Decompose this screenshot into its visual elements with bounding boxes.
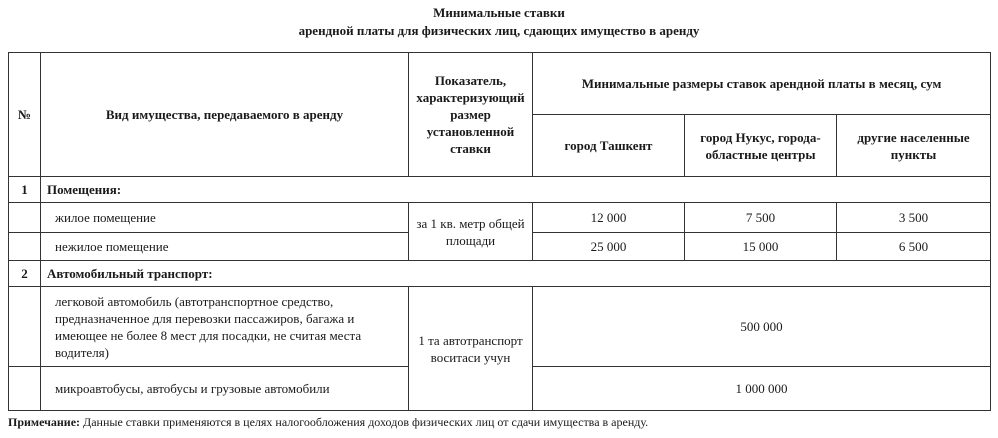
header-min-rates: Минимальные размеры ставок арендной платы в месяц, сум xyxy=(533,53,991,115)
section-row xyxy=(9,177,991,203)
header-num: № xyxy=(9,53,41,177)
indicator-cell: за 1 кв. метр общей площади xyxy=(409,203,533,261)
footnote-text: Данные ставки применяются в целях налогообложения доходов физических лиц от сдачи имущества в аренду. xyxy=(83,415,649,429)
property-name: легковой автомобиль (автотранспортное средство, предназначенное для перевозки пассажиров, багажа и имеющее не более 8 мест для посадки, не считая места водителя) xyxy=(41,287,409,367)
header-indicator: Показатель, характеризующий размер установленной ставки xyxy=(409,53,533,177)
header-tashkent: город Ташкент xyxy=(533,115,685,177)
rate-tashkent: 25 000 xyxy=(533,233,685,261)
section-num: 2 xyxy=(9,261,41,287)
rate-other: 6 500 xyxy=(837,233,991,261)
rate-other: 3 500 xyxy=(837,203,991,233)
table-row xyxy=(9,203,991,233)
indicator-cell: 1 та автотранспорт воситаси учун xyxy=(409,287,533,411)
rate-all-locations: 500 000 xyxy=(533,287,991,367)
document-subtitle: арендной платы для физических лиц, сдающих имущество в аренду xyxy=(298,23,700,38)
header-nukus: город Нукус, города-областные центры xyxy=(685,115,837,177)
rate-all-locations: 1 000 000 xyxy=(533,367,991,411)
table-row xyxy=(9,287,991,367)
document-title: Минимальные ставки xyxy=(433,5,565,20)
header-other: другие населенные пункты xyxy=(837,115,991,177)
property-name: жилое помещение xyxy=(41,203,409,233)
section-num: 1 xyxy=(9,177,41,203)
rate-tashkent: 12 000 xyxy=(533,203,685,233)
footnote xyxy=(8,414,648,430)
section-title: Автомобильный транспорт: xyxy=(41,261,991,287)
rates-table xyxy=(8,52,991,411)
footnote-label: Примечание: xyxy=(8,415,81,429)
section-title: Помещения: xyxy=(41,177,991,203)
section-row xyxy=(9,261,991,287)
property-name: микроавтобусы, автобусы и грузовые автомобили xyxy=(41,367,409,411)
rate-nukus: 7 500 xyxy=(685,203,837,233)
property-name: нежилое помещение xyxy=(41,233,409,261)
rate-nukus: 15 000 xyxy=(685,233,837,261)
header-property-type: Вид имущества, передаваемого в аренду xyxy=(41,53,409,177)
